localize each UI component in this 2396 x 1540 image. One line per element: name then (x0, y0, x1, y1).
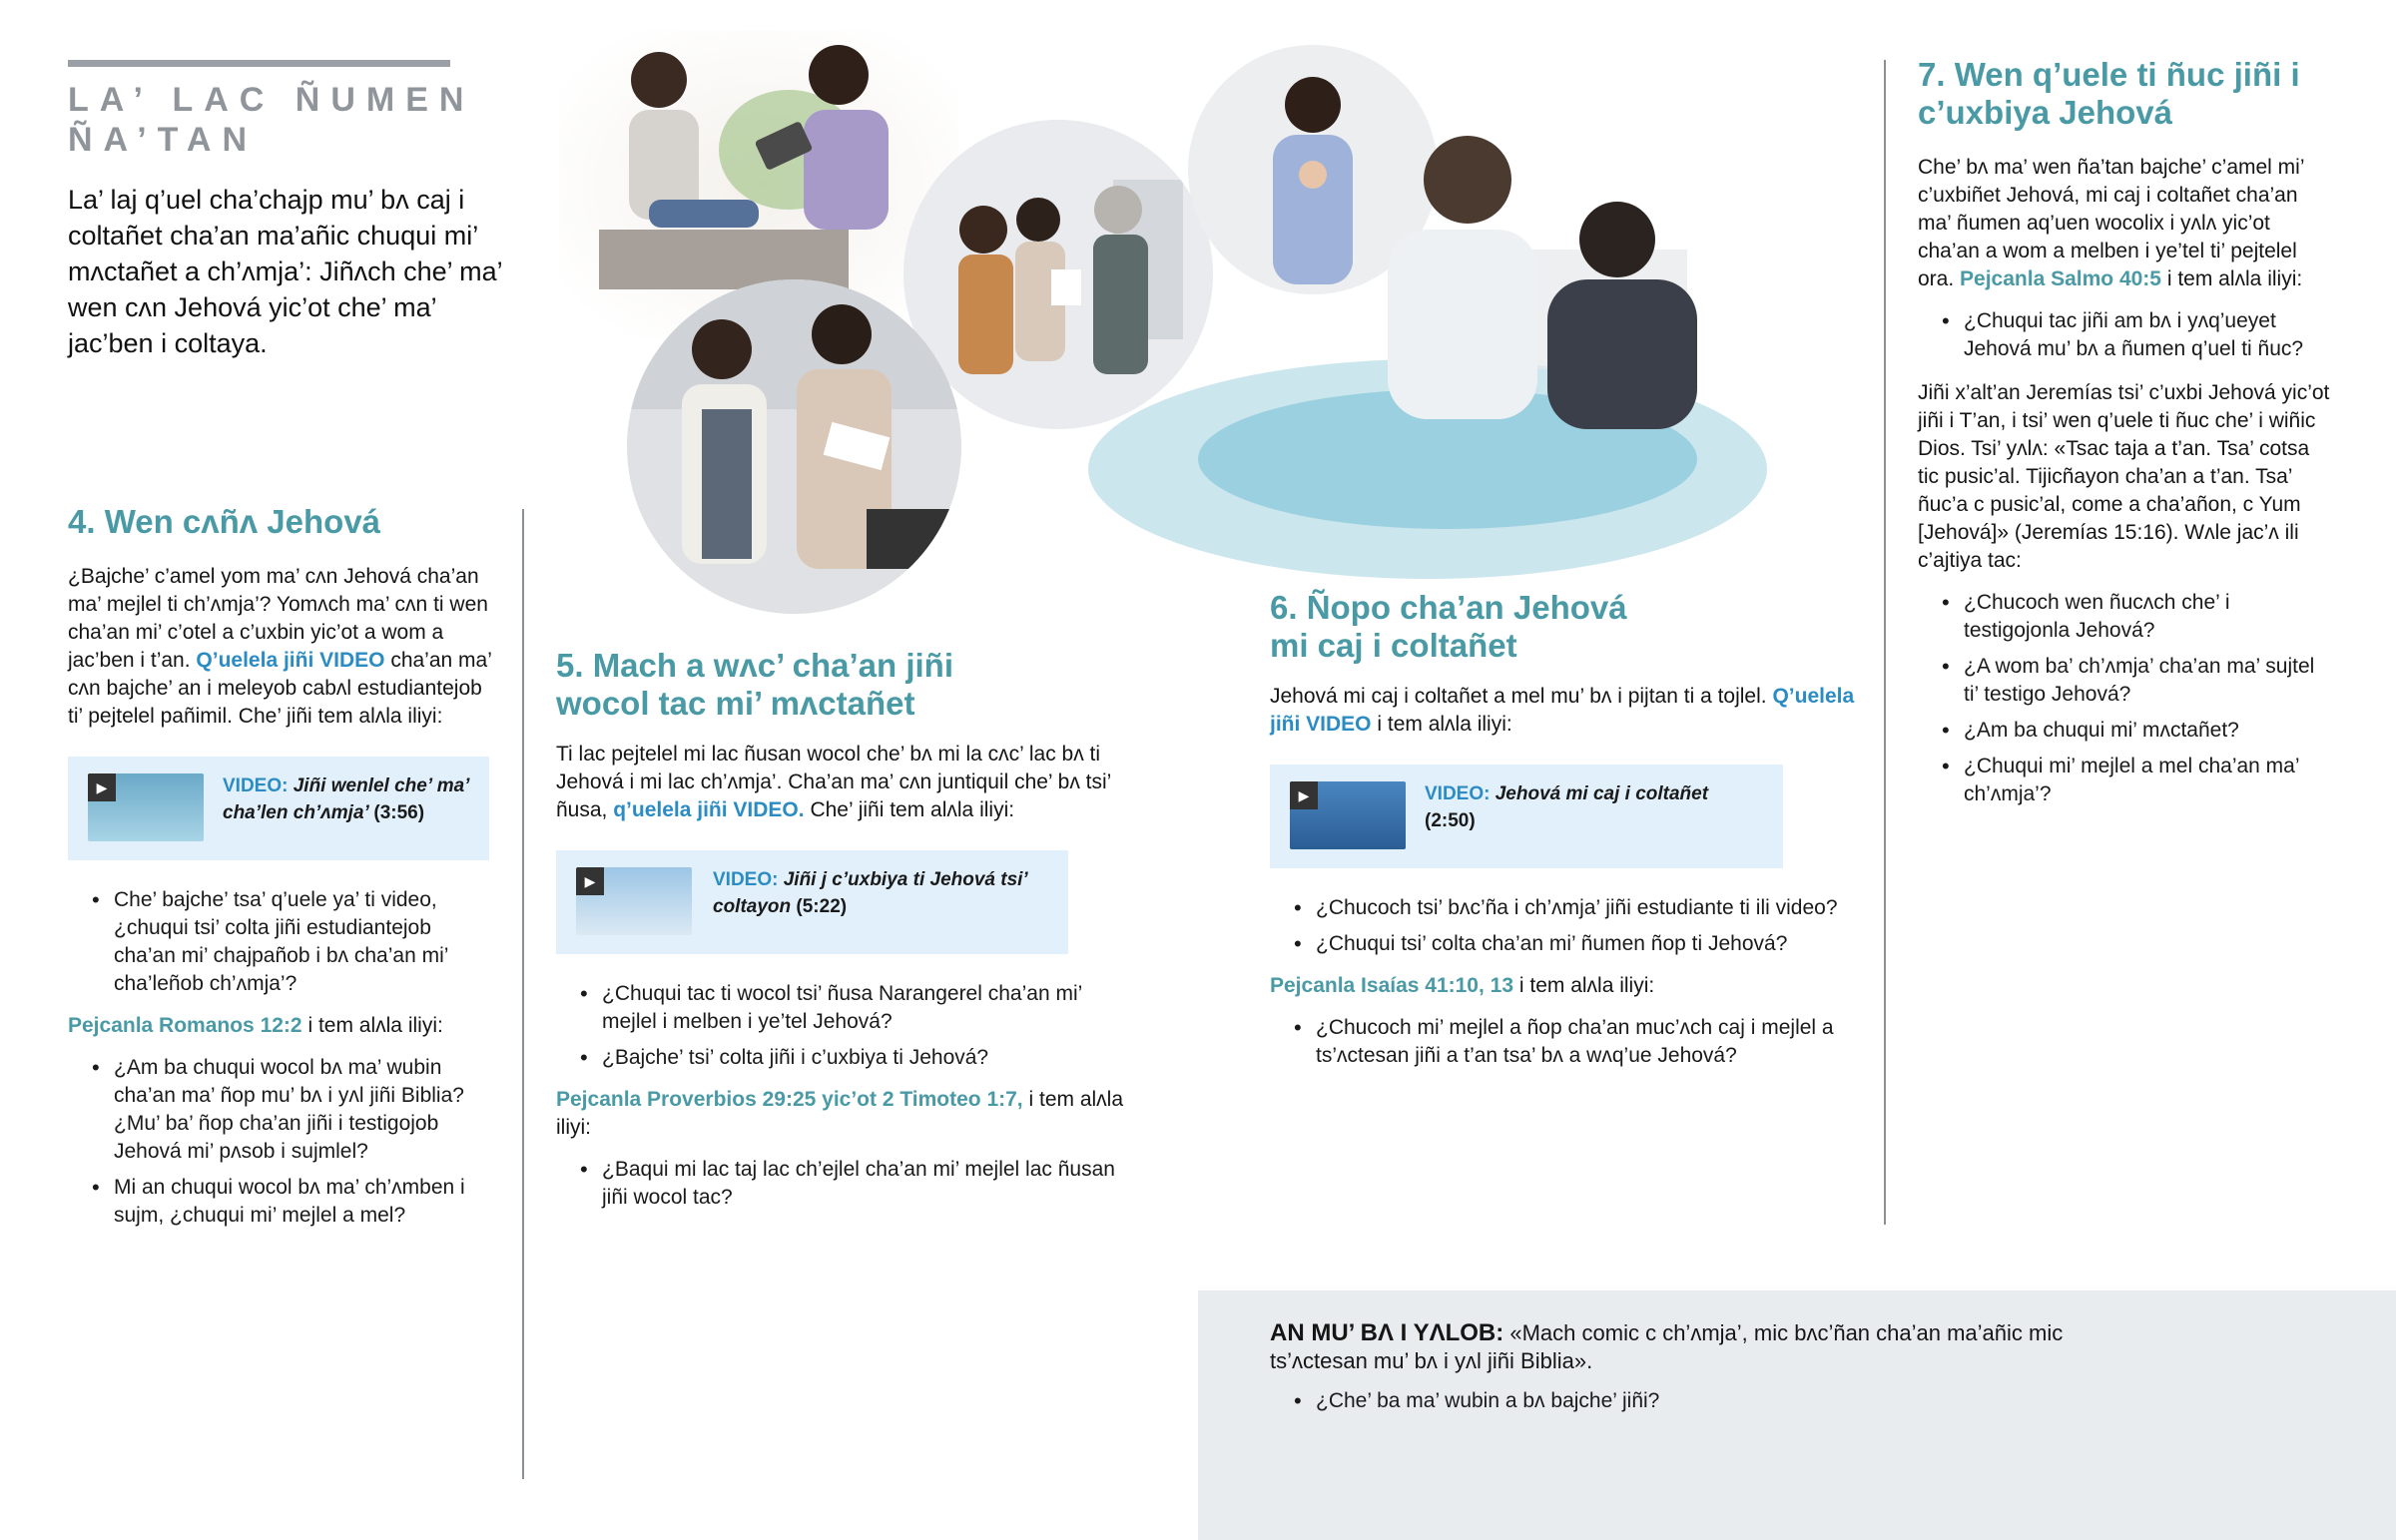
video-link[interactable]: q’uelela jiñi VIDEO. (613, 798, 805, 821)
scripture-link[interactable]: Pejcanla Proverbios 29:25 yic’ot 2 Timoteo 1:7, (556, 1088, 1023, 1111)
question-item: • ¿Baqui mi lac taj lac ch’ejlel cha’an mi’ mejlel lac ñusan jiñi wocol tac? (602, 1156, 1135, 1212)
reading-instruction: Pejcanla Romanos 12:2 i tem alʌla iliyi: (68, 1014, 443, 1037)
question-item: • ¿Chuqui tac jiñi am bʌ i yʌq’ueyet Jehová mu’ bʌ a ñumen q’uel ti ñuc? (1964, 307, 2332, 363)
question-item: • ¿Chuqui tac ti wocol tsi’ ñusa Narangerel cha’an mi’ mejlel i melben i ye’tel Jehová? (602, 980, 1135, 1036)
section-7-paragraph-2: Jiñi x’alt’an Jeremías tsi’ c’uxbi Jehová yic’ot jiñi i T’an, i tsi’ wen q’uele ti ñuc che’ i wiñic Dios. Tsi’ yʌlʌ: «Tsac taja a t’an. Tsa’ cotsa tic pusic’al. Tijicñayon cha’an a t’an. Tsa’ ñuc’a c pusic’al, come a cha’añon, c Yum [Jehová]» (Jeremías 15:16). Wʌle jac’ʌ ili c’ajtiya tac: (1918, 381, 2330, 572)
section-7-paragraph: Che’ bʌ ma’ wen ña’tan bajche’ c’amel mi’ c’uxbiñet Jehová, mi caj i coltañet cha’an ma’ ñumen aq’uen wocolix i yʌlʌ yic’ot cha’an a wom a melben i ye’tel ti’ pejtelel ora. Pejcanla Salmo 40:5 i tem alʌla iliyi: (1918, 156, 2304, 290)
section-5 (556, 647, 1135, 1220)
video-duration: (5:22) (796, 896, 848, 917)
section-7 (1918, 56, 2332, 816)
play-icon[interactable]: ▶ (576, 867, 604, 895)
section-5-title: 5. Mach a wʌc’ cha’an jiñi wocol tac mi’ mʌctañet (556, 647, 953, 722)
summary-quote: AN MU’ BɅ I YɅLOB: «Mach comic c ch’ʌmja’, mic bʌc’ñan cha’an ma’añic mic ts’ʌctesan mu’ bʌ i yʌl jiñi Biblia». (1270, 1319, 2064, 1373)
play-icon[interactable]: ▶ (88, 773, 116, 801)
scripture-link[interactable]: Pejcanla Salmo 40:5 (1960, 267, 2161, 290)
question-item: • ¿Am ba chuqui wocol bʌ ma’ wubin cha’an ma’ ñop mu’ bʌ i yʌl jiñi Biblia? ¿Mu’ ba’ ñop cha’an jiñi i testigojob Jehová mi’ pʌsob i sujmlel? (114, 1054, 497, 1166)
play-icon[interactable]: ▶ (1290, 781, 1318, 809)
scripture-link[interactable]: Pejcanla Romanos 12:2 (68, 1014, 302, 1037)
question-item: • Mi an chuqui wocol bʌ ma’ ch’ʌmben i sujm, ¿chuqui mi’ mejlel a mel? (114, 1174, 497, 1230)
section-5-paragraph: Ti lac pejtelel mi lac ñusan wocol che’ bʌ mi la cʌc’ lac bʌ ti Jehová i mi lac ch’ʌmja’. Cha’an ma’ cʌn juntiquil che’ bʌ tsi’ ñusa, q’uelela jiñi VIDEO. Che’ jiñi tem alʌla iliyi: (556, 743, 1111, 821)
reading-instruction: Pejcanla Proverbios 29:25 yic’ot 2 Timoteo 1:7, i tem alʌla iliyi: (556, 1088, 1124, 1139)
video-thumbnail[interactable] (576, 867, 692, 935)
section-4-title: 4. Wen cʌñʌ Jehová (68, 503, 381, 540)
video-card[interactable]: ▶ VIDEO: Jehová mi caj i coltañet (2:50) (1270, 765, 1783, 868)
video-duration: (2:50) (1425, 810, 1476, 831)
reading-instruction: Pejcanla Isaías 41:10, 13 i tem alʌla iliyi: (1270, 974, 1655, 997)
summary-label: AN MU’ BɅ I YɅLOB: (1270, 1319, 1504, 1346)
header-rule (68, 60, 450, 67)
video-card[interactable]: ▶ VIDEO: Jiñi j c’uxbiya ti Jehová tsi’ coltayon (5:22) (556, 850, 1068, 954)
question-item: • ¿Che’ ba ma’ wubin a bʌ bajche’ jiñi? (1316, 1387, 2128, 1415)
video-thumbnail[interactable] (1290, 781, 1406, 849)
video-card[interactable]: ▶ VIDEO: Jiñi wenlel che’ ma’ cha’len ch’ʌmja’ (3:56) (68, 757, 489, 860)
question-item: • ¿Chucoch mi’ mejlel a ñop cha’an muc’ʌch caj i mejlel a ts’ʌctesan jiñi a t’an tsa’ bʌ a wʌq’ue Jehová? (1316, 1014, 1869, 1070)
video-thumbnail[interactable] (88, 773, 204, 841)
question-item: • ¿Chucoch wen ñucʌch che’ i testigojonla Jehová? (1964, 589, 2332, 645)
section-4-paragraph: ¿Bajche’ c’amel yom ma’ cʌn Jehová cha’an ma’ mejlel ti ch’ʌmja’? Yomʌch ma’ cʌn ti wen cha’an mi’ c’otel a c’uxbin yic’ot a wom a jac’ben i t’an. Q’uelela jiñi VIDEO cha’an ma’ cʌn bajche’ an i meleyob cabʌl estudiantejob ti’ pejtelel pañimil. Che’ jiñi tem alʌla iliyi: (68, 565, 492, 728)
column-divider (522, 509, 524, 1479)
video-title: Jiñi j c’uxbiya ti Jehová tsi’ coltayon (713, 869, 1028, 917)
section-6 (1270, 589, 1869, 1078)
video-title: Jiñi wenlel che’ ma’ cha’len ch’ʌmja’ (223, 775, 469, 823)
section-6-paragraph: Jehová mi caj i coltañet a mel mu’ bʌ i pijtan ti a tojlel. Q’uelela jiñi VIDEO i tem alʌla iliyi: (1270, 685, 1855, 736)
question-item: • ¿Chuqui tsi’ colta cha’an mi’ ñumen ñop ti Jehová? (1316, 930, 1869, 958)
illustration-baptism (1068, 130, 1787, 589)
question-item: • ¿Chuqui mi’ mejlel a mel cha’an ma’ ch’ʌmja’? (1964, 753, 2332, 808)
section-6-title: 6. Ñopo cha’an Jehová mi caj i coltañet (1270, 589, 1627, 664)
video-duration: (3:56) (373, 802, 425, 823)
question-item: • ¿Chucoch tsi’ bʌc’ña i ch’ʌmja’ jiñi estudiante ti ili video? (1316, 894, 1869, 922)
video-title: Jehová mi caj i coltañet (1495, 783, 1709, 804)
video-link[interactable]: Q’uelela jiñi VIDEO (1270, 685, 1855, 736)
section-7-title: 7. Wen q’uele ti ñuc jiñi i c’uxbiya Jehová (1918, 56, 2300, 131)
section-4 (68, 503, 497, 1238)
lead-paragraph: La’ laj q’uel cha’chajp mu’ bʌ caj i coltañet cha’an ma’añic chuqui mi’ mʌctañet a ch’ʌmja’: Jiñʌch che’ ma’ wen cʌn Jehová yic’ot che’ ma’ jac’ben i coltaya. (68, 185, 502, 358)
section-kicker: LA’ LAC ÑUMEN ÑA’TAN (68, 81, 475, 159)
summary-content (1270, 1319, 2128, 1423)
question-item: • ¿Am ba chuqui mi’ mʌctañet? (1964, 717, 2332, 745)
column-divider (1884, 60, 1886, 1225)
illustration-studying-circle (627, 279, 961, 614)
question-item: • ¿A wom ba’ ch’ʌmja’ cha’an ma’ sujtel ti’ testigo Jehová? (1964, 653, 2332, 709)
scripture-link[interactable]: Pejcanla Isaías 41:10, 13 (1270, 974, 1514, 997)
video-link[interactable]: Q’uelela jiñi VIDEO (196, 649, 385, 672)
question-item: • ¿Bajche’ tsi’ colta jiñi i c’uxbiya ti Jehová? (602, 1044, 1135, 1072)
question-item: • Che’ bajche’ tsa’ q’uele ya’ ti video, ¿chuqui tsi’ colta jiñi estudiantejob cha’an mi’ chajpañob i bʌ cha’an mi’ cha’leñob ch’ʌmja’? (114, 886, 497, 998)
